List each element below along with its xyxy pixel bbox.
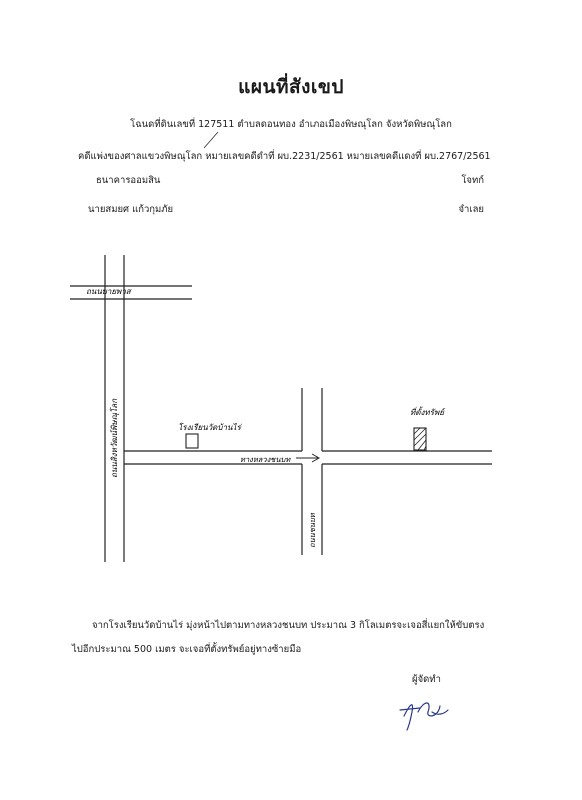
direction-arrow-icon — [296, 454, 319, 462]
case-number-line: คดีแพ่งของศาลแขวงพิษณุโลก หมายเลขคดีดำที่ ผบ.2231/2561 หมายเลขคดีแดงที่ ผบ.2767/2561 — [78, 151, 491, 162]
directions-line-1: จากโรงเรียนวัดบ้านไร่ มุ่งหน้าไปตามทางหลวงชนบท ประมาณ 3 กิโลเมตรจะเจอสี่แยกให้ขับตรง — [92, 620, 485, 631]
directions-line-2: ไปอีกประมาณ 500 เมตร จะเจอที่ตั้งทรัพย์อยู่ทางซ้ายมือ — [72, 644, 302, 655]
defendant-name: นายสมยศ แก้วกุมภัย — [88, 204, 174, 215]
school-marker — [186, 434, 198, 448]
school-label: โรงเรียนวัดบ้านไร่ — [178, 423, 241, 432]
property-marker — [414, 428, 426, 450]
pen-mark — [204, 132, 218, 148]
defendant-role: จำเลย — [458, 204, 484, 215]
top-road-label: ถนนบายพาส — [86, 287, 131, 296]
plaintiff-role: โจทก์ — [461, 175, 484, 186]
plaintiff-name: ธนาคารออมสิน — [96, 175, 161, 186]
prepared-by-label: ผู้จัดทำ — [412, 674, 441, 685]
land-title-line: โฉนดที่ดินเลขที่ 127511 ตำบลดอนทอง อำเภอเมืองพิษณุโลก จังหวัดพิษณุโลก — [130, 119, 452, 130]
vertical-road-label: ถนนสิงหวัฒน์พิษณุโลก — [110, 398, 119, 478]
signature — [400, 703, 448, 730]
property-label: ที่ตั้งทรัพย์ — [410, 408, 444, 417]
page-title: แผนที่สังเขป — [238, 76, 344, 98]
highway-label: ทางหลวงชนบท — [240, 455, 291, 464]
cross-road-label: ถนนชนบท — [308, 513, 317, 548]
